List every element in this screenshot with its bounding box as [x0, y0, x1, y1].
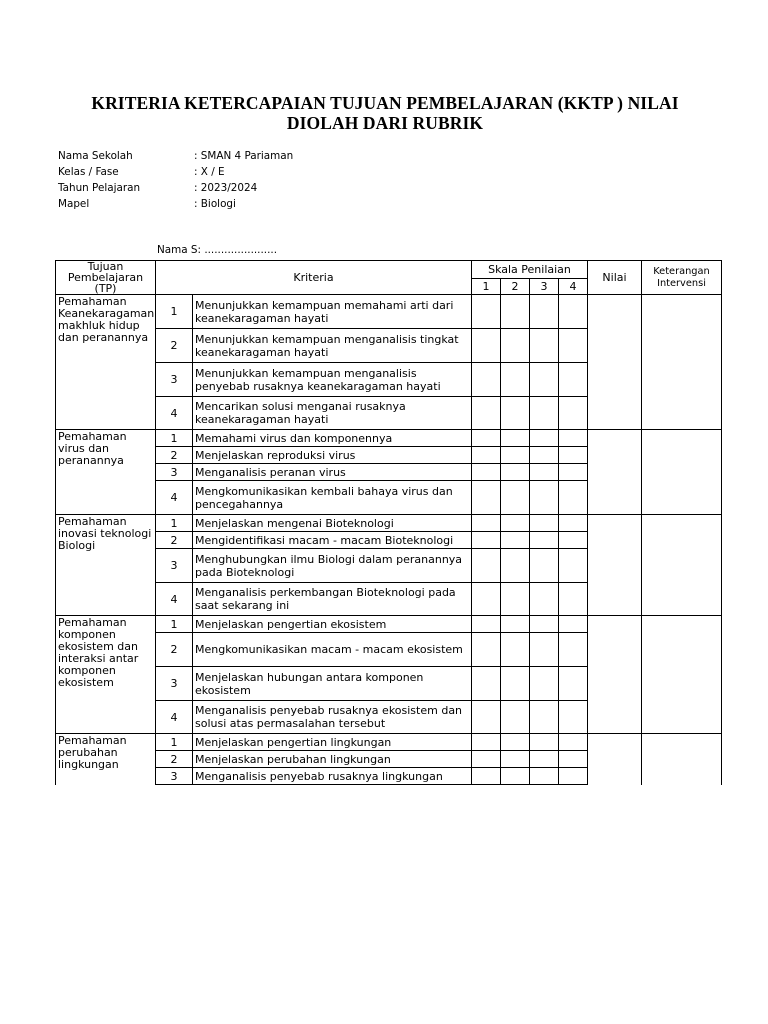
criteria-row — [56, 616, 722, 633]
criteria-text: Mengkomunikasikan kembali bahaya virus dan pencegahannya — [193, 481, 472, 515]
criteria-number: 3 — [156, 464, 193, 481]
criteria-number: 3 — [156, 667, 193, 701]
score-cell-1[interactable] — [472, 295, 501, 329]
score-cell-1[interactable] — [472, 616, 501, 633]
score-cell-4[interactable] — [559, 616, 588, 633]
score-cell-4[interactable] — [559, 481, 588, 515]
score-cell-4[interactable] — [559, 464, 588, 481]
criteria-number: 3 — [156, 363, 193, 397]
info-label: Mapel — [58, 198, 90, 210]
keterangan-cell[interactable] — [642, 616, 722, 734]
criteria-row — [56, 734, 722, 751]
header-skala-4: 4 — [559, 279, 588, 295]
criteria-text: Memahami virus dan komponennya — [193, 430, 472, 447]
student-name-line: Nama S: ...................... — [157, 244, 277, 256]
score-cell-1[interactable] — [472, 329, 501, 363]
criteria-text: Mengkomunikasikan macam - macam ekosistem — [193, 633, 472, 667]
score-cell-3[interactable] — [530, 616, 559, 633]
header-keterangan: Keterangan Intervensi — [642, 261, 722, 295]
score-cell-2[interactable] — [501, 464, 530, 481]
kktp-table — [55, 260, 722, 785]
score-cell-4[interactable] — [559, 532, 588, 549]
score-cell-2[interactable] — [501, 363, 530, 397]
criteria-number: 2 — [156, 447, 193, 464]
kktp-body — [56, 295, 722, 785]
tp-cell: Pemahaman Keanekaragaman makhluk hidup dan peranannya — [56, 295, 156, 430]
info-row-subject — [58, 196, 293, 212]
score-cell-1[interactable] — [472, 481, 501, 515]
score-cell-1[interactable] — [472, 430, 501, 447]
criteria-text: Menjelaskan perubahan lingkungan — [193, 751, 472, 768]
score-cell-4[interactable] — [559, 430, 588, 447]
score-cell-2[interactable] — [501, 481, 530, 515]
score-cell-1[interactable] — [472, 532, 501, 549]
criteria-text: Menganalisis perkembangan Bioteknologi pada saat sekarang ini — [193, 583, 472, 616]
info-value: : X / E — [194, 166, 225, 178]
score-cell-2[interactable] — [501, 667, 530, 701]
score-cell-1[interactable] — [472, 633, 501, 667]
score-cell-2[interactable] — [501, 583, 530, 616]
criteria-number: 4 — [156, 481, 193, 515]
score-cell-1[interactable] — [472, 768, 501, 785]
score-cell-3[interactable] — [530, 532, 559, 549]
tp-cell: Pemahaman perubahan lingkungan — [56, 734, 156, 785]
score-cell-3[interactable] — [530, 734, 559, 751]
score-cell-2[interactable] — [501, 397, 530, 430]
school-info — [58, 148, 293, 212]
criteria-text: Menganalisis peranan virus — [193, 464, 472, 481]
criteria-text: Menghubungkan ilmu Biologi dalam peranannya pada Bioteknologi — [193, 549, 472, 583]
criteria-number: 3 — [156, 549, 193, 583]
criteria-text: Menunjukkan kemampuan memahami arti dari keanekaragaman hayati — [193, 295, 472, 329]
info-row-year — [58, 180, 293, 196]
criteria-text: Mencarikan solusi menganai rusaknya keanekaragaman hayati — [193, 397, 472, 430]
score-cell-1[interactable] — [472, 549, 501, 583]
criteria-number: 1 — [156, 616, 193, 633]
nilai-cell[interactable] — [588, 295, 642, 430]
score-cell-1[interactable] — [472, 734, 501, 751]
score-cell-4[interactable] — [559, 447, 588, 464]
score-cell-4[interactable] — [559, 768, 588, 785]
score-cell-3[interactable] — [530, 751, 559, 768]
criteria-text: Menjelaskan pengertian lingkungan — [193, 734, 472, 751]
criteria-number: 4 — [156, 583, 193, 616]
score-cell-4[interactable] — [559, 734, 588, 751]
score-cell-4[interactable] — [559, 295, 588, 329]
score-cell-4[interactable] — [559, 583, 588, 616]
score-cell-3[interactable] — [530, 768, 559, 785]
tp-cell: Pemahaman komponen ekosistem dan interaksi antar komponen ekosistem — [56, 616, 156, 734]
criteria-number: 1 — [156, 295, 193, 329]
score-cell-2[interactable] — [501, 295, 530, 329]
score-cell-1[interactable] — [472, 667, 501, 701]
tp-cell: Pemahaman inovasi teknologi Biologi — [56, 515, 156, 616]
info-value: : 2023/2024 — [194, 182, 258, 194]
score-cell-4[interactable] — [559, 701, 588, 734]
criteria-number: 4 — [156, 397, 193, 430]
score-cell-4[interactable] — [559, 633, 588, 667]
score-cell-2[interactable] — [501, 329, 530, 363]
criteria-text: Menunjukkan kemampuan menganalisis penyebab rusaknya keanekaragaman hayati — [193, 363, 472, 397]
score-cell-2[interactable] — [501, 734, 530, 751]
keterangan-cell[interactable] — [642, 430, 722, 515]
score-cell-1[interactable] — [472, 751, 501, 768]
criteria-number: 4 — [156, 701, 193, 734]
criteria-number: 1 — [156, 515, 193, 532]
criteria-row — [56, 295, 722, 329]
score-cell-3[interactable] — [530, 329, 559, 363]
score-cell-4[interactable] — [559, 549, 588, 583]
score-cell-4[interactable] — [559, 751, 588, 768]
criteria-number: 3 — [156, 768, 193, 785]
score-cell-3[interactable] — [530, 633, 559, 667]
header-skala-1: 1 — [472, 279, 501, 295]
criteria-text: Menjelaskan hubungan antara komponen ekosistem — [193, 667, 472, 701]
score-cell-3[interactable] — [530, 701, 559, 734]
score-cell-2[interactable] — [501, 515, 530, 532]
header-skala: Skala Penilaian — [472, 261, 588, 279]
header-tp: Tujuan Pembelajaran (TP) — [56, 261, 156, 295]
criteria-number: 2 — [156, 633, 193, 667]
score-cell-1[interactable] — [472, 701, 501, 734]
nilai-cell[interactable] — [588, 734, 642, 785]
score-cell-3[interactable] — [530, 363, 559, 397]
score-cell-1[interactable] — [472, 583, 501, 616]
keterangan-cell[interactable] — [642, 734, 722, 785]
header-kriteria: Kriteria — [156, 261, 472, 295]
score-cell-1[interactable] — [472, 397, 501, 430]
nilai-cell[interactable] — [588, 515, 642, 616]
criteria-number: 2 — [156, 532, 193, 549]
keterangan-cell[interactable] — [642, 295, 722, 430]
score-cell-3[interactable] — [530, 397, 559, 430]
score-cell-3[interactable] — [530, 549, 559, 583]
criteria-number: 1 — [156, 734, 193, 751]
score-cell-1[interactable] — [472, 363, 501, 397]
score-cell-3[interactable] — [530, 515, 559, 532]
score-cell-1[interactable] — [472, 464, 501, 481]
score-cell-4[interactable] — [559, 667, 588, 701]
score-cell-4[interactable] — [559, 363, 588, 397]
info-row-school — [58, 148, 293, 164]
score-cell-1[interactable] — [472, 447, 501, 464]
score-cell-3[interactable] — [530, 430, 559, 447]
criteria-text: Menunjukkan kemampuan menganalisis tingkat keanekaragaman hayati — [193, 329, 472, 363]
info-label: Nama Sekolah — [58, 150, 133, 162]
criteria-text: Menganalisis penyebab rusaknya ekosistem dan solusi atas permasalahan tersebut — [193, 701, 472, 734]
info-label: Tahun Pelajaran — [58, 182, 141, 194]
score-cell-2[interactable] — [501, 633, 530, 667]
criteria-row — [56, 430, 722, 447]
criteria-number: 2 — [156, 329, 193, 363]
score-cell-3[interactable] — [530, 447, 559, 464]
keterangan-cell[interactable] — [642, 515, 722, 616]
score-cell-3[interactable] — [530, 667, 559, 701]
criteria-text: Menganalisis penyebab rusaknya lingkungan — [193, 768, 472, 785]
score-cell-2[interactable] — [501, 447, 530, 464]
score-cell-3[interactable] — [530, 481, 559, 515]
criteria-row — [56, 515, 722, 532]
nilai-cell[interactable] — [588, 616, 642, 734]
score-cell-2[interactable] — [501, 430, 530, 447]
header-skala-2: 2 — [501, 279, 530, 295]
header-skala-3: 3 — [530, 279, 559, 295]
score-cell-2[interactable] — [501, 616, 530, 633]
score-cell-2[interactable] — [501, 549, 530, 583]
tp-cell: Pemahaman virus dan peranannya — [56, 430, 156, 515]
criteria-text: Menjelaskan pengertian ekosistem — [193, 616, 472, 633]
score-cell-2[interactable] — [501, 701, 530, 734]
score-cell-3[interactable] — [530, 295, 559, 329]
score-cell-2[interactable] — [501, 532, 530, 549]
info-row-class — [58, 164, 293, 180]
nilai-cell[interactable] — [588, 430, 642, 515]
criteria-text: Mengidentifikasi macam - macam Bioteknologi — [193, 532, 472, 549]
score-cell-2[interactable] — [501, 751, 530, 768]
score-cell-4[interactable] — [559, 397, 588, 430]
criteria-number: 2 — [156, 751, 193, 768]
info-value: : SMAN 4 Pariaman — [194, 150, 294, 162]
score-cell-2[interactable] — [501, 768, 530, 785]
criteria-number: 1 — [156, 430, 193, 447]
info-value: : Biologi — [194, 198, 236, 210]
header-nilai: Nilai — [588, 261, 642, 295]
score-cell-3[interactable] — [530, 464, 559, 481]
score-cell-4[interactable] — [559, 515, 588, 532]
criteria-text: Menjelaskan reproduksi virus — [193, 447, 472, 464]
score-cell-1[interactable] — [472, 515, 501, 532]
score-cell-3[interactable] — [530, 583, 559, 616]
score-cell-4[interactable] — [559, 329, 588, 363]
info-label: Kelas / Fase — [58, 166, 119, 178]
document-title: KRITERIA KETERCAPAIAN TUJUAN PEMBELAJARAN (KKTP ) NILAI DIOLAH DARI RUBRIK — [91, 93, 679, 133]
criteria-text: Menjelaskan mengenai Bioteknologi — [193, 515, 472, 532]
